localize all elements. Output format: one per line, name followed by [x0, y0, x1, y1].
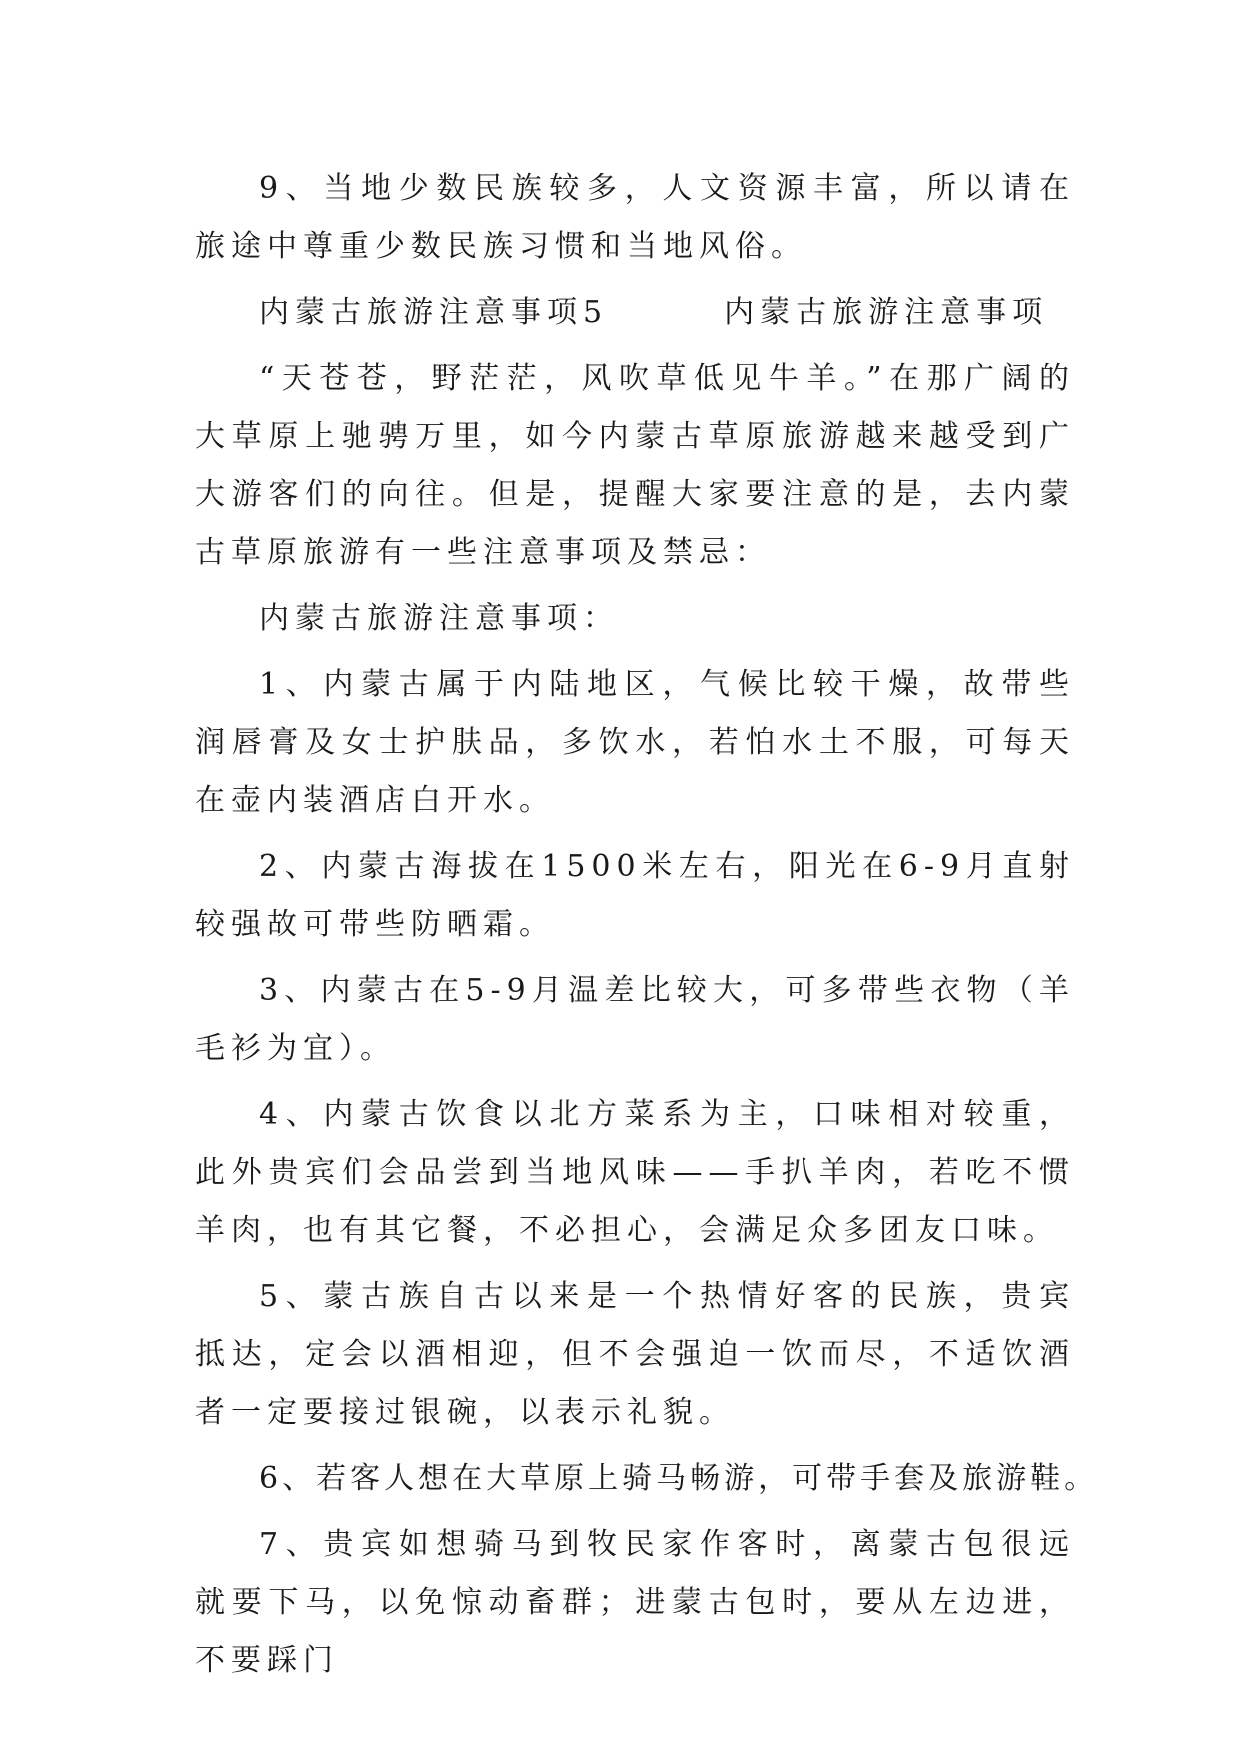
paragraph-item-9: 9、当地少数民族较多，人文资源丰富，所以请在旅途中尊重少数民族习惯和当地风俗。 — [195, 171, 1075, 264]
paragraph-item-3: 3、内蒙古在5-9月温差比较大，可多带些衣物（羊毛衫为宜）。 — [195, 973, 1075, 1066]
paragraph-item-1: 1、内蒙古属于内陆地区，气候比较干燥，故带些润唇膏及女士护肤品，多饮水，若怕水土不服，可每天在壶内装酒店白开水。 — [195, 667, 1075, 818]
paragraph-item-7: 7、贵宾如想骑马到牧民家作客时，离蒙古包很远就要下马，以免惊动畜群；进蒙古包时，要从左边进，不要踩门 — [195, 1527, 1075, 1678]
subheading-paragraph: 内蒙古旅游注意事项： — [259, 601, 619, 636]
paragraph-item-4: 4、内蒙古饮食以北方菜系为主，口味相对较重，此外贵宾们会品尝到当地风味——手扒羊肉，若吃不惯羊肉，也有其它餐，不必担心，会满足众多团友口味。 — [195, 1097, 1075, 1248]
section-heading-right: 内蒙古旅游注意事项 — [724, 295, 1049, 330]
section-heading — [195, 284, 1075, 342]
paragraph-item-5: 5、蒙古族自古以来是一个热情好客的民族，贵宾抵达，定会以酒相迎，但不会强迫一饮而尽，不适饮酒者一定要接过银碗，以表示礼貌。 — [195, 1279, 1075, 1430]
paragraph-item-2: 2、内蒙古海拔在1500米左右，阳光在6-9月直射较强故可带些防晒霜。 — [195, 849, 1075, 942]
paragraph-item-6: 6、若客人想在大草原上骑马畅游，可带手套及旅游鞋。 — [259, 1461, 1099, 1496]
section-heading-left: 内蒙古旅游注意事项5 — [259, 295, 609, 330]
intro-paragraph: “天苍苍，野茫茫，风吹草低见牛羊。”在那广阔的大草原上驰骋万里，如今内蒙古草原旅游越来越受到广大游客们的向往。但是，提醒大家要注意的是，去内蒙古草原旅游有一些注意事项及禁忌： — [195, 361, 1075, 570]
document-body — [195, 160, 1099, 1698]
